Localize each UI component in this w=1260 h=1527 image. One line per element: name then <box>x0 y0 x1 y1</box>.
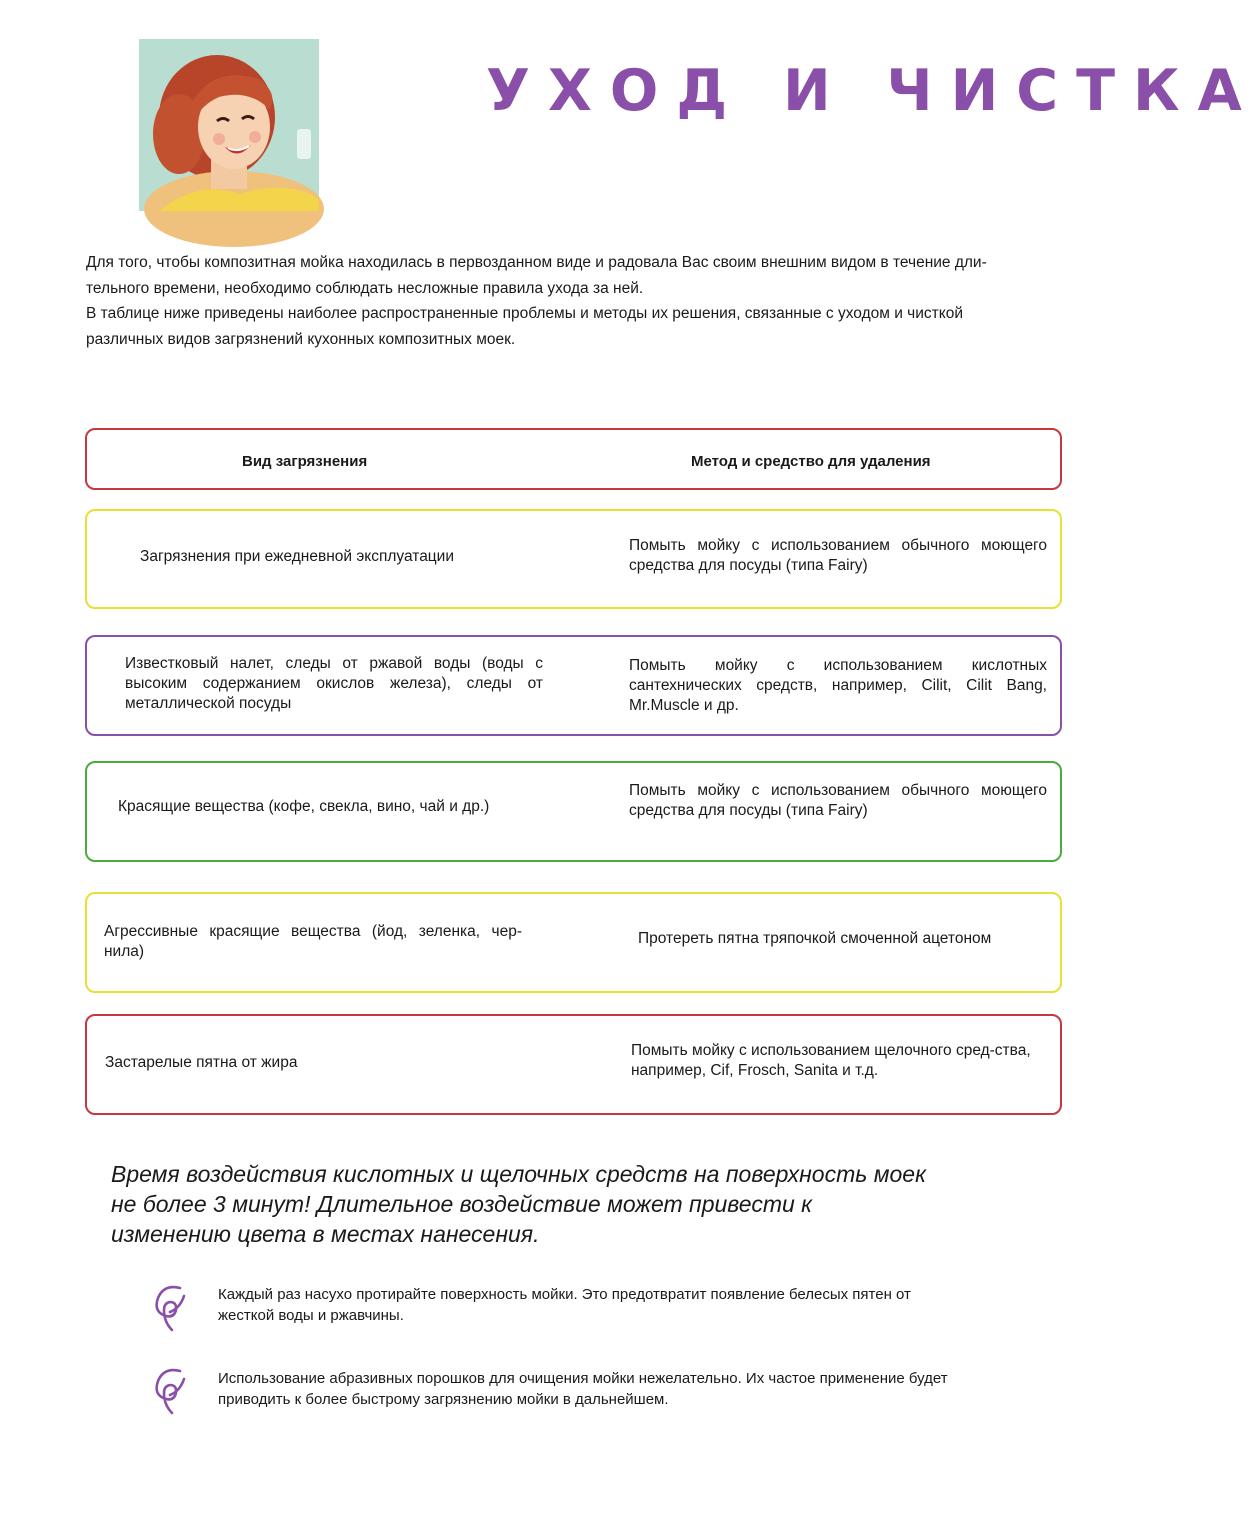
row-method: Помыть мойку с использованием щелочного сред-ства, например, Cif, Frosch, Sanita и т.д. <box>631 1042 1031 1079</box>
leaf-logo-icon <box>150 1365 194 1417</box>
row-type: Известковый налет, следы от ржавой воды (воды с высоким содержанием окислов железа), следы от металлической посуды <box>125 655 543 712</box>
tip-item <box>150 1282 1050 1336</box>
tip-item <box>150 1365 1050 1419</box>
tip-line: жесткой воды и ржавчины. <box>218 1307 404 1324</box>
warning-note <box>111 1159 1011 1249</box>
pinup-woman-portrait-icon <box>139 39 319 211</box>
table-row <box>85 509 1062 609</box>
row-type: Агрессивные красящие вещества (йод, зеленка, чер-нила) <box>104 923 522 960</box>
tip-text <box>218 1284 1048 1326</box>
page-title: УХОД И ЧИСТКА <box>486 58 1260 124</box>
intro-line: тельного времени, необходимо соблюдать несложные правила ухода за ней. <box>86 279 644 297</box>
tip-text <box>218 1368 1048 1410</box>
row-type: Застарелые пятна от жира <box>105 1054 298 1071</box>
tip-line: Каждый раз насухо протирайте поверхность мойки. Это предотвратит появление белесых пятен от <box>218 1286 911 1303</box>
table-row <box>85 761 1062 862</box>
table-row <box>85 892 1062 993</box>
note-line: не более 3 минут! Длительное воздействие может привести к <box>111 1191 813 1217</box>
header-cell-method: Метод и средство для удаления <box>691 453 931 470</box>
row-method: Протереть пятна тряпочкой смоченной ацетоном <box>638 930 992 947</box>
table-header <box>85 428 1062 490</box>
intro-line: В таблице ниже приведены наиболее распространенные проблемы и методы их решения, связанные с уходом и чисткой <box>86 305 963 322</box>
header-cell-type: Вид загрязнения <box>242 453 368 470</box>
intro-line: различных видов загрязнений кухонных композитных моек. <box>86 330 516 348</box>
row-type: Загрязнения при ежедневной эксплуатации <box>140 548 455 565</box>
avatar <box>139 39 319 211</box>
leaf-logo-icon <box>150 1282 194 1334</box>
row-type: Красящие вещества (кофе, свекла, вино, чай и др.) <box>118 798 490 815</box>
note-line: изменению цвета в местах нанесения. <box>111 1221 540 1247</box>
row-method: Помыть мойку с использованием обычного моющего средства для посуды (типа Fairy) <box>629 537 1047 574</box>
row-method: Помыть мойку с использованием обычного моющего средства для посуды (типа Fairy) <box>629 782 1047 819</box>
tip-line: приводить к более быстрому загрязнению мойки в дальнейшем. <box>218 1391 669 1408</box>
table-row <box>85 1014 1062 1115</box>
intro-text <box>86 250 1066 352</box>
note-line: Время воздействия кислотных и щелочных средств на поверхность моек <box>111 1161 926 1187</box>
tip-line: Использование абразивных порошков для очищения мойки нежелательно. Их частое применение будет <box>218 1370 948 1387</box>
table-row <box>85 635 1062 736</box>
intro-line: Для того, чтобы композитная мойка находилась в первозданном виде и радовала Вас своим внешним видом в течение дли- <box>86 254 987 271</box>
row-method: Помыть мойку с использованием кислотных сантехнических средств, например, Cilit, Cilit Bang, Mr.Muscle и др. <box>629 657 1047 714</box>
